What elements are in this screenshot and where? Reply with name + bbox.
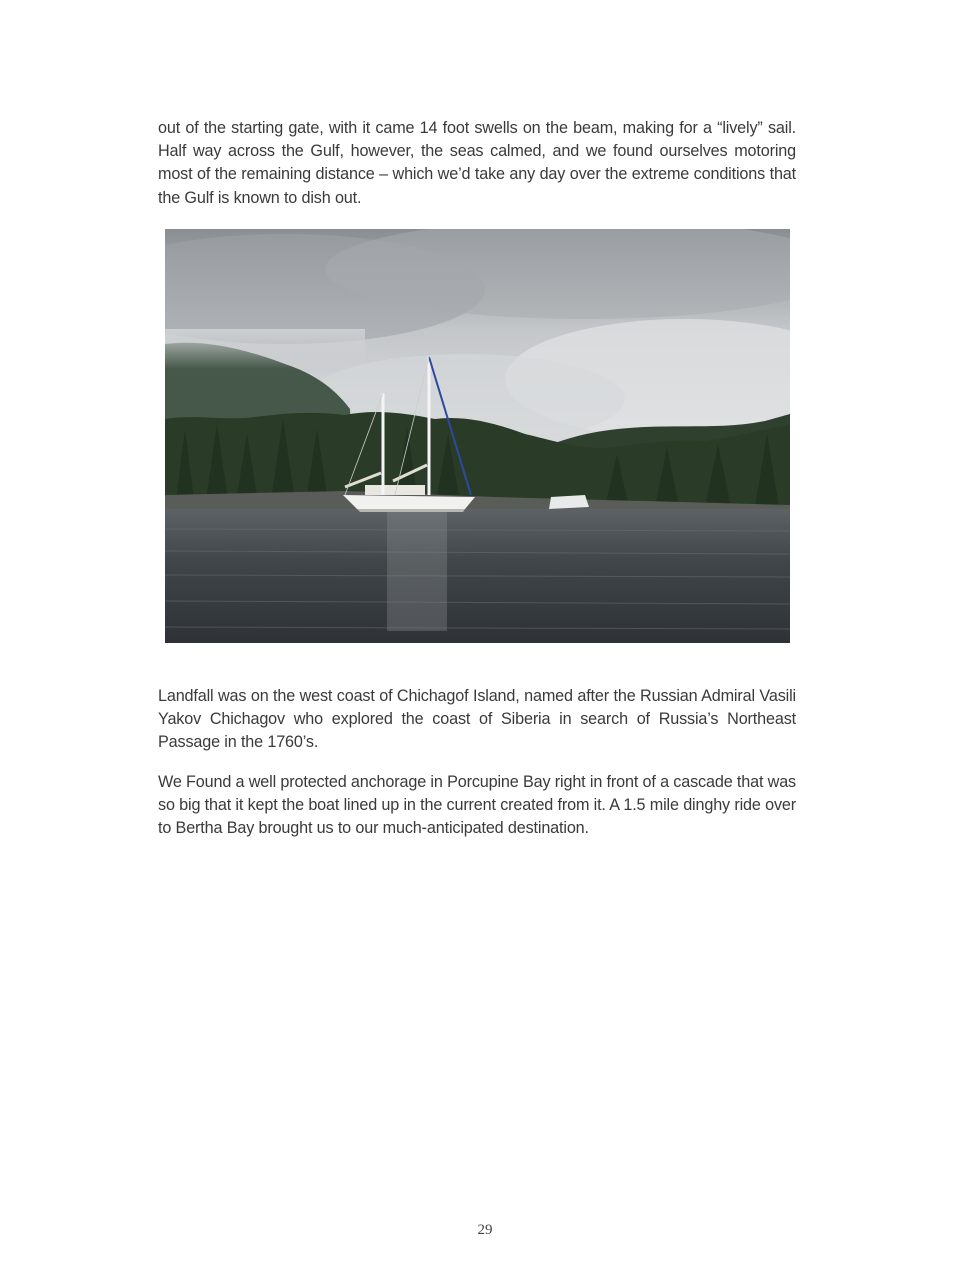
sailboat-anchorage-photo <box>165 229 790 643</box>
page-number: 29 <box>477 1222 493 1238</box>
paragraph-gulf-crossing: out of the starting gate, with it came 14 foot swells on the beam, making for a “lively” sail. Half way across the Gulf, however, the seas calmed, and we found ourselves motoring most of the remaining distance – which we’d take any day over the extreme conditions that the Gulf is known to dish out. <box>158 119 796 207</box>
paragraph-landfall: Landfall was on the west coast of Chichagof Island, named after the Russian Admiral Vasili Yakov Chichagov who explored the coast of Siberia in search of Russia’s Northeast Passage in the 1760’s. <box>158 687 796 752</box>
paragraph-anchorage: We Found a well protected anchorage in Porcupine Bay right in front of a cascade that was so big that it kept the boat lined up in the current created from it. A 1.5 mile dinghy ride over to Bertha Bay brought us to our much-anticipated destination. <box>158 773 796 838</box>
